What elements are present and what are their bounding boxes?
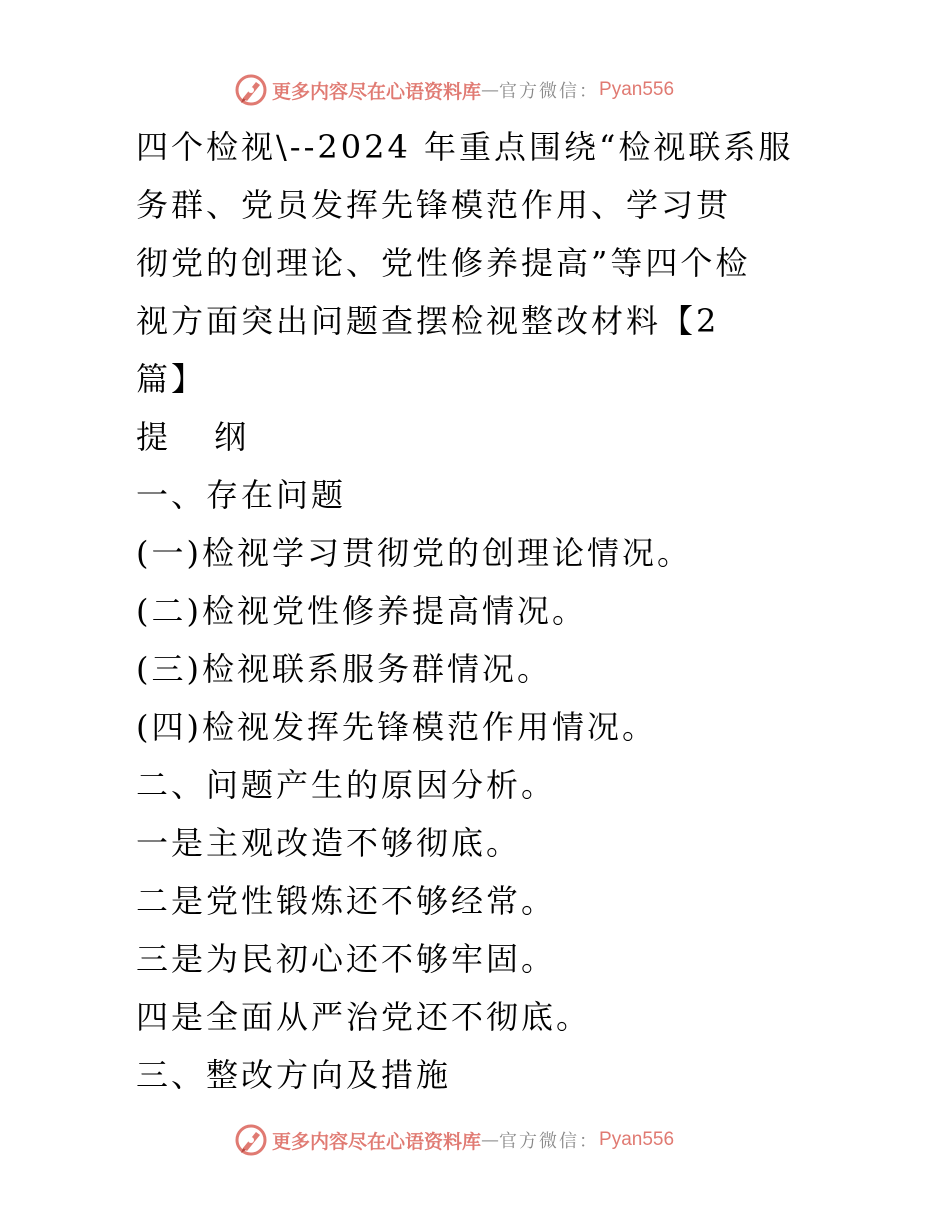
document-title [136, 118, 836, 408]
watermark-official-label: 官方微信： [499, 81, 600, 102]
title-line: 四个检视\--2024 年重点围绕“检视联系服 [136, 128, 794, 166]
title-line: 彻党的创理论、党性修养提高”等四个检 [136, 244, 751, 282]
outline-item: (一)检视学习贯彻党的创理论情况。 [136, 534, 692, 572]
section-heading-rectification: 三、整改方向及措施 [136, 1056, 452, 1094]
section-heading-problems: 一、存在问题 [136, 476, 347, 514]
footer-watermark [234, 1122, 674, 1158]
watermark-dash: — [481, 1129, 500, 1151]
header-watermark [234, 72, 674, 108]
outline-item: 三是为民初心还不够牢固。 [136, 940, 557, 978]
outline-item: 二是党性锻炼还不够经常。 [136, 882, 557, 920]
title-line: 视方面突出问题查摆检视整改材料【2 [136, 302, 720, 340]
title-line: 篇】 [136, 360, 207, 398]
watermark-dash: — [481, 79, 500, 101]
watermark-official-label: 官方微信： [499, 1131, 600, 1152]
watermark-wechat-id: Pyan556 [599, 79, 675, 100]
document-body [136, 118, 836, 1104]
outline-item: (四)检视发挥先锋模范作用情况。 [136, 708, 657, 746]
pen-logo-icon [234, 1123, 268, 1157]
outline-item: (三)检视联系服务群情况。 [136, 650, 552, 688]
outline-item: 一是主观改造不够彻底。 [136, 824, 522, 862]
watermark-brand: 更多内容尽在心语资料库 [272, 1130, 482, 1153]
pen-logo-icon [234, 73, 268, 107]
outline-heading: 提 纲 [136, 418, 265, 456]
title-line: 务群、党员发挥先锋模范作用、学习贯 [136, 186, 732, 224]
section-heading-causes: 二、问题产生的原因分析。 [136, 766, 557, 804]
outline-item: 四是全面从严治党还不彻底。 [136, 998, 592, 1036]
outline-item: (二)检视党性修养提高情况。 [136, 592, 587, 630]
watermark-brand: 更多内容尽在心语资料库 [272, 80, 482, 103]
watermark-wechat-id: Pyan556 [599, 1129, 675, 1150]
